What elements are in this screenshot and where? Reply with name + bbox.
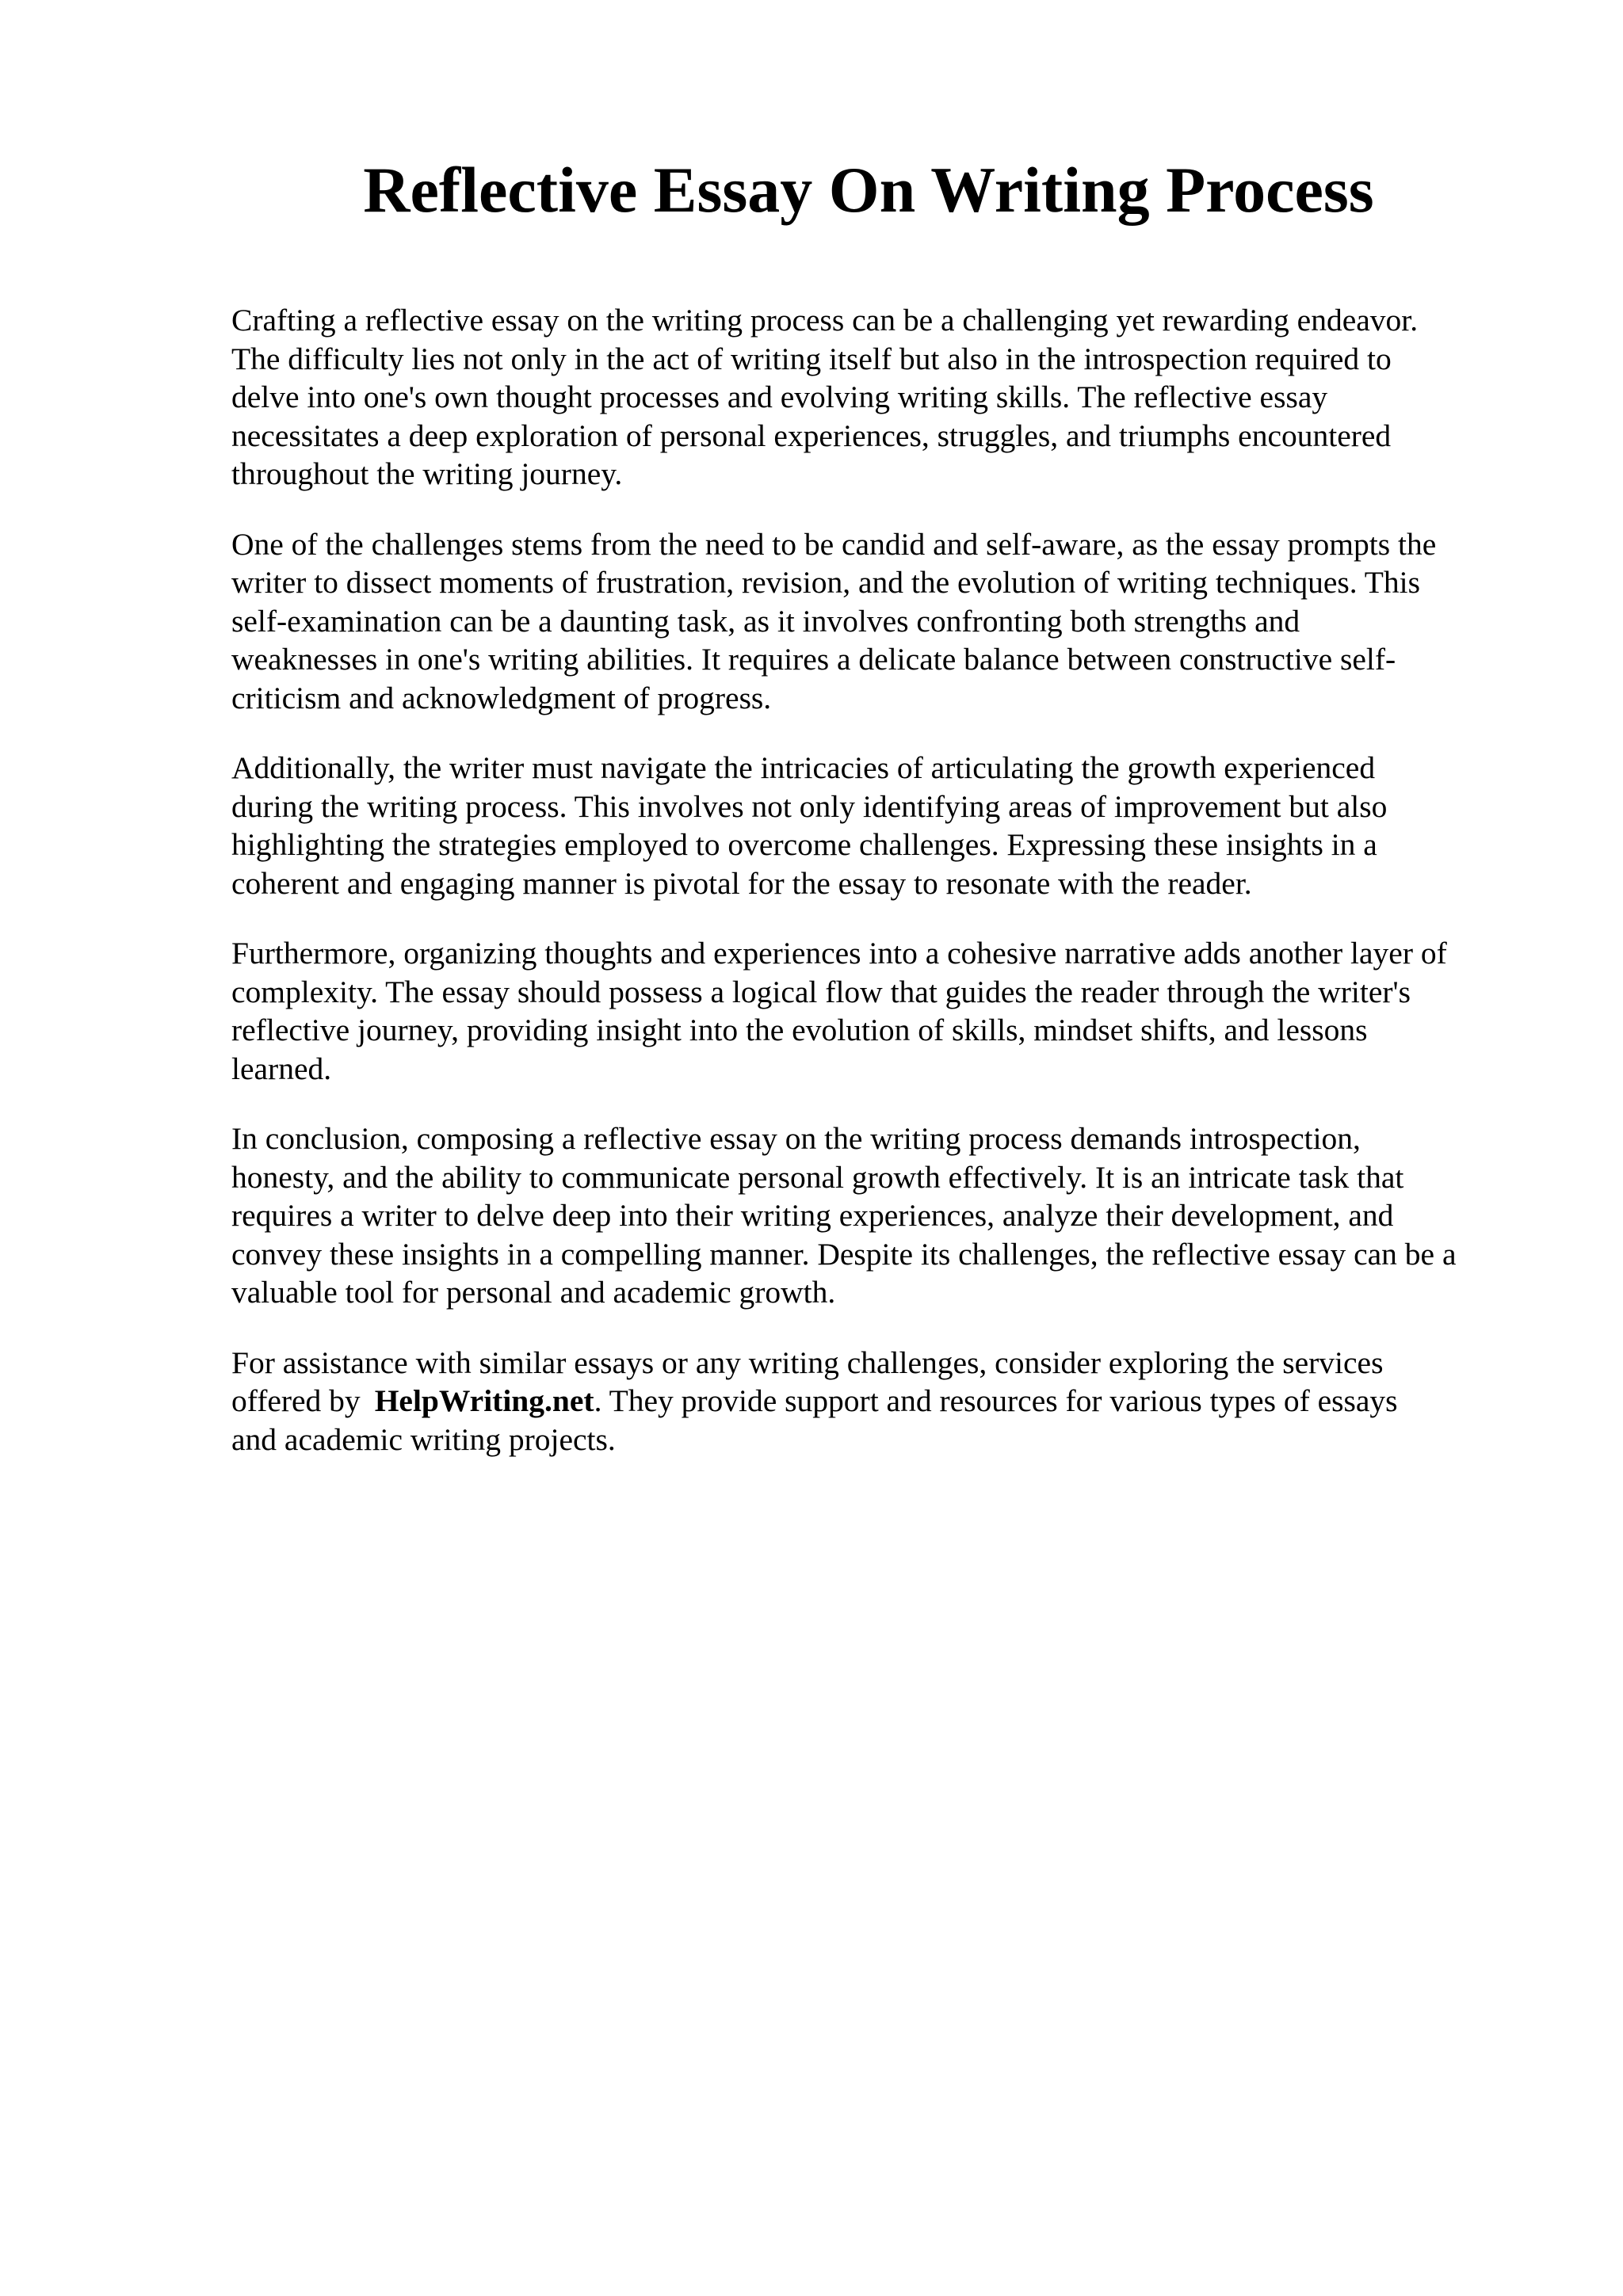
paragraph-5: In conclusion, composing a reflective essay on the writing process demands introspection, honesty, and the ability to communicate personal growth effectively. It is an intricate task that requires a writer to delve deep into their writing experiences, analyze their development, and convey these insights in a compelling manner. Despite its challenges, the reflective essay can be a valuable tool for personal and academic growth. bbox=[231, 1121, 1457, 1310]
page-title: Reflective Essay On Writing Process bbox=[363, 154, 1374, 226]
paragraph-3: Additionally, the writer must navigate the intricacies of articulating the growth experienced during the writing process. This involves not only identifying areas of improvement but also highlighting the strategies employed to overcome challenges. Expressing these insights in a coherent and engaging manner is pivotal for the essay to resonate with the reader. bbox=[231, 750, 1388, 901]
helpwriting-link[interactable]: HelpWriting.net bbox=[374, 1383, 594, 1418]
closing-paragraph bbox=[231, 1344, 1531, 1459]
paragraph-4: Furthermore, organizing thoughts and experiences into a cohesive narrative adds another layer of complexity. The essay should possess a logical flow that guides the reader through the writer's reflective journey, providing insight into the evolution of skills, mindset shifts, and lessons learned. bbox=[231, 936, 1447, 1086]
closing-text-after-link: . They provide support and resources for various types of essays and academic writing projects. bbox=[231, 1383, 1398, 1457]
paragraph-1: Crafting a reflective essay on the writing process can be a challenging yet rewarding endeavor. The difficulty lies not only in the act of writing itself but also in the introspection required to delve into one's own thought processes and evolving writing skills. The reflective essay necessitates a deep exploration of personal experiences, struggles, and triumphs encountered throughout the writing journey. bbox=[231, 303, 1419, 491]
essay-body bbox=[231, 301, 1531, 1490]
paragraph-2: One of the challenges stems from the need to be candid and self-aware, as the essay prompts the writer to dissect moments of frustration, revision, and the evolution of writing techniques. This self-examination can be a daunting task, as it involves confronting both strengths and weaknesses in one's writing abilities. It requires a delicate balance between constructive self- criticism and acknowledgment of progress. bbox=[231, 526, 1437, 715]
closing-text-before-link: For assistance with similar essays or any writing challenges, consider exploring the services offered by bbox=[231, 1344, 1384, 1418]
